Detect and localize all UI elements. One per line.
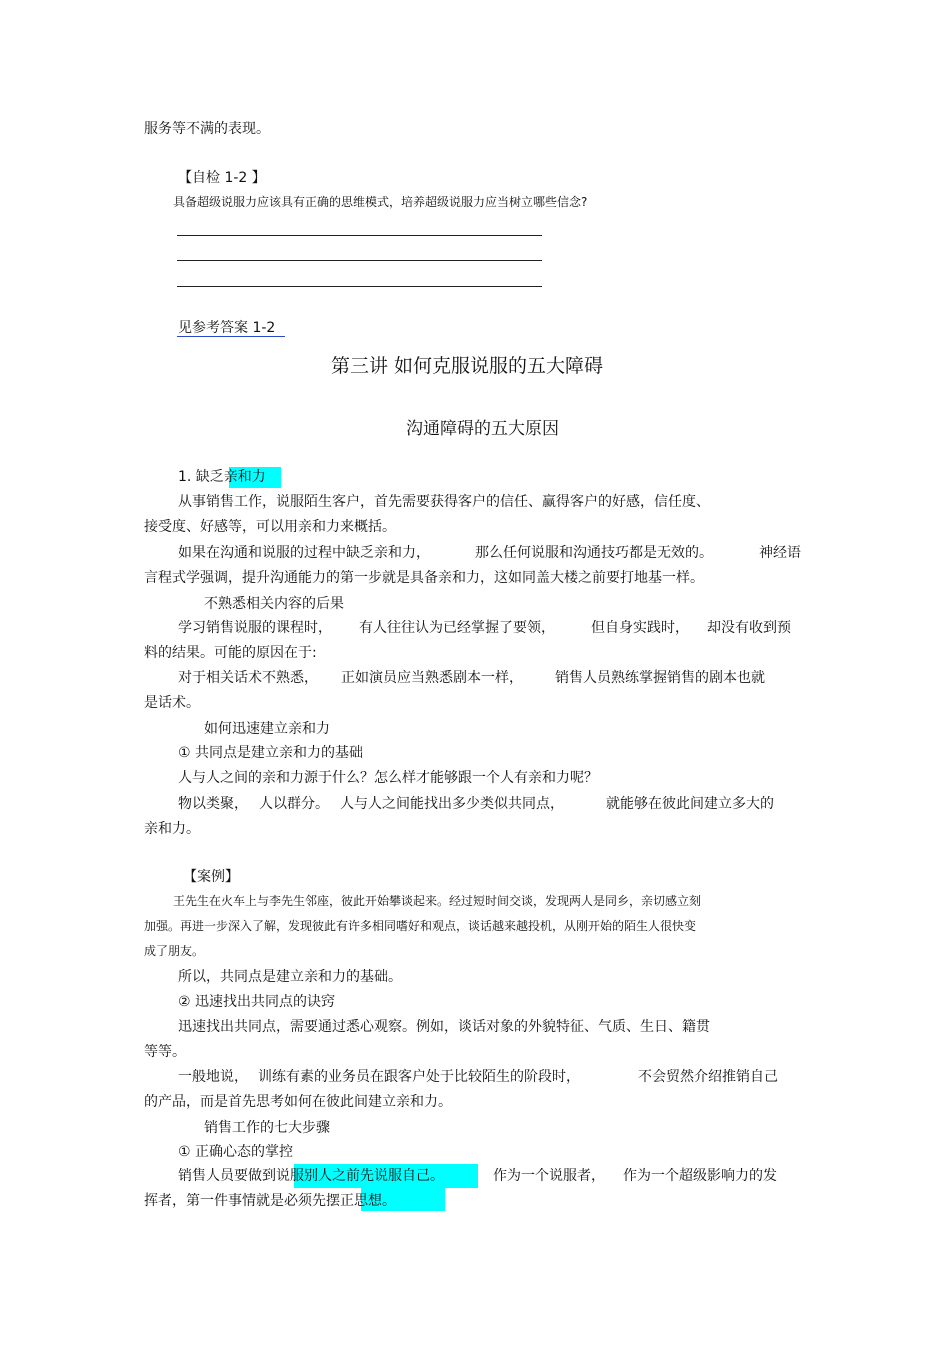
selfcheck-title: 【自检 1-2 】 <box>178 170 266 186</box>
list-item: ① 共同点是建立亲和力的基础 <box>178 745 364 761</box>
paragraph-line: 从事销售工作，说服陌生客户，首先需要获得客户的信任、赢得客户的好感，信任度、 <box>178 494 710 510</box>
paragraph-line: 料的结果。可能的原因在于: <box>144 645 317 661</box>
answer-blank-line[interactable] <box>177 235 542 236</box>
link-underline <box>177 336 285 337</box>
case-line: 成了朋友。 <box>144 944 205 958</box>
paragraph-line: 迅速找出共同点，需要通过悉心观察。例如，谈话对象的外貌特征、气质、生日、籍贯 <box>178 1019 710 1035</box>
paragraph-fragment: 但自身实践时， <box>591 620 689 636</box>
paragraph-line: 言程式学强调，提升沟通能力的第一步就是具备亲和力，这如同盖大楼之前要打地基一样。 <box>144 570 704 586</box>
paragraph-fragment: 销售人员要做到说服别人之前先说服自己。 <box>178 1168 444 1184</box>
paragraph-line: 人与人之间的亲和力源于什么？怎么样才能够跟一个人有亲和力呢？ <box>178 770 598 786</box>
list-item: ② 迅速找出共同点的诀窍 <box>178 994 336 1010</box>
paragraph-fragment: 神经语 <box>759 545 801 561</box>
answer-link[interactable]: 见参考答案 1-2 <box>178 320 276 336</box>
paragraph-fragment: 一般地说， <box>178 1069 248 1085</box>
paragraph-fragment: 那么任何说服和沟通技巧都是无效的。 <box>475 545 713 561</box>
subheading: 如何迅速建立亲和力 <box>204 721 330 737</box>
paragraph-line: 等等。 <box>144 1044 186 1060</box>
selfcheck-question: 具备超级说服力应该具有正确的思维模式，培养超级说服力应当树立哪些信念? <box>173 195 588 209</box>
case-title: 【案例】 <box>183 869 239 885</box>
text-line: 服务等不满的表现。 <box>144 121 270 137</box>
paragraph-line: 是话术。 <box>144 695 200 711</box>
subheading: 销售工作的七大步骤 <box>204 1120 330 1136</box>
paragraph-line: 接受度、好感等，可以用亲和力来概括。 <box>144 519 396 535</box>
paragraph-fragment: 却没有收到预 <box>707 620 791 636</box>
paragraph-fragment: 学习销售说服的课程时， <box>178 620 332 636</box>
paragraph-fragment: 人与人之间能找出多少类似共同点， <box>340 796 564 812</box>
paragraph-fragment: 如果在沟通和说服的过程中缺乏亲和力， <box>178 545 430 561</box>
paragraph-fragment: 人以群分。 <box>259 796 329 812</box>
paragraph-fragment: 对于相关话术不熟悉， <box>178 670 318 686</box>
paragraph-line: 所以，共同点是建立亲和力的基础。 <box>178 969 402 985</box>
paragraph-fragment: 作为一个超级影响力的发 <box>623 1168 777 1184</box>
lecture-title: 第三讲 如何克服说服的五大障碍 <box>331 355 604 377</box>
list-item: ① 正确心态的掌控 <box>178 1144 294 1160</box>
paragraph-line: 的产品，而是首先思考如何在彼此间建立亲和力。 <box>144 1094 452 1110</box>
answer-blank-line[interactable] <box>177 286 542 287</box>
paragraph-fragment: 销售人员熟练掌握销售的剧本也就 <box>555 670 765 686</box>
paragraph-fragment: 作为一个说服者， <box>493 1168 605 1184</box>
paragraph-line: 挥者，第一件事情就是必须先摆正思想。 <box>144 1193 396 1209</box>
answer-blank-line[interactable] <box>177 260 542 261</box>
case-line: 王先生在火车上与李先生邻座，彼此开始攀谈起来。经过短时间交谈，发现两人是同乡，亲切感立刻 <box>173 894 702 908</box>
case-line: 加强。再进一步深入了解，发现彼此有许多相同嗜好和观点，谈话越来越投机，从刚开始的陌生人很快变 <box>144 919 697 933</box>
paragraph-line: 亲和力。 <box>144 821 200 837</box>
section-title: 沟通障碍的五大原因 <box>406 419 559 439</box>
heading-lack-rapport: 1. 缺乏亲和力 <box>178 469 266 485</box>
paragraph-fragment: 就能够在彼此间建立多大的 <box>606 796 774 812</box>
paragraph-fragment: 正如演员应当熟悉剧本一样， <box>341 670 523 686</box>
paragraph-fragment: 物以类聚， <box>178 796 248 812</box>
paragraph-fragment: 不会贸然介绍推销自己 <box>638 1069 778 1085</box>
paragraph-fragment: 训练有素的业务员在跟客户处于比较陌生的阶段时， <box>258 1069 580 1085</box>
subheading: 不熟悉相关内容的后果 <box>204 596 344 612</box>
paragraph-fragment: 有人往往认为已经掌握了要领， <box>359 620 555 636</box>
